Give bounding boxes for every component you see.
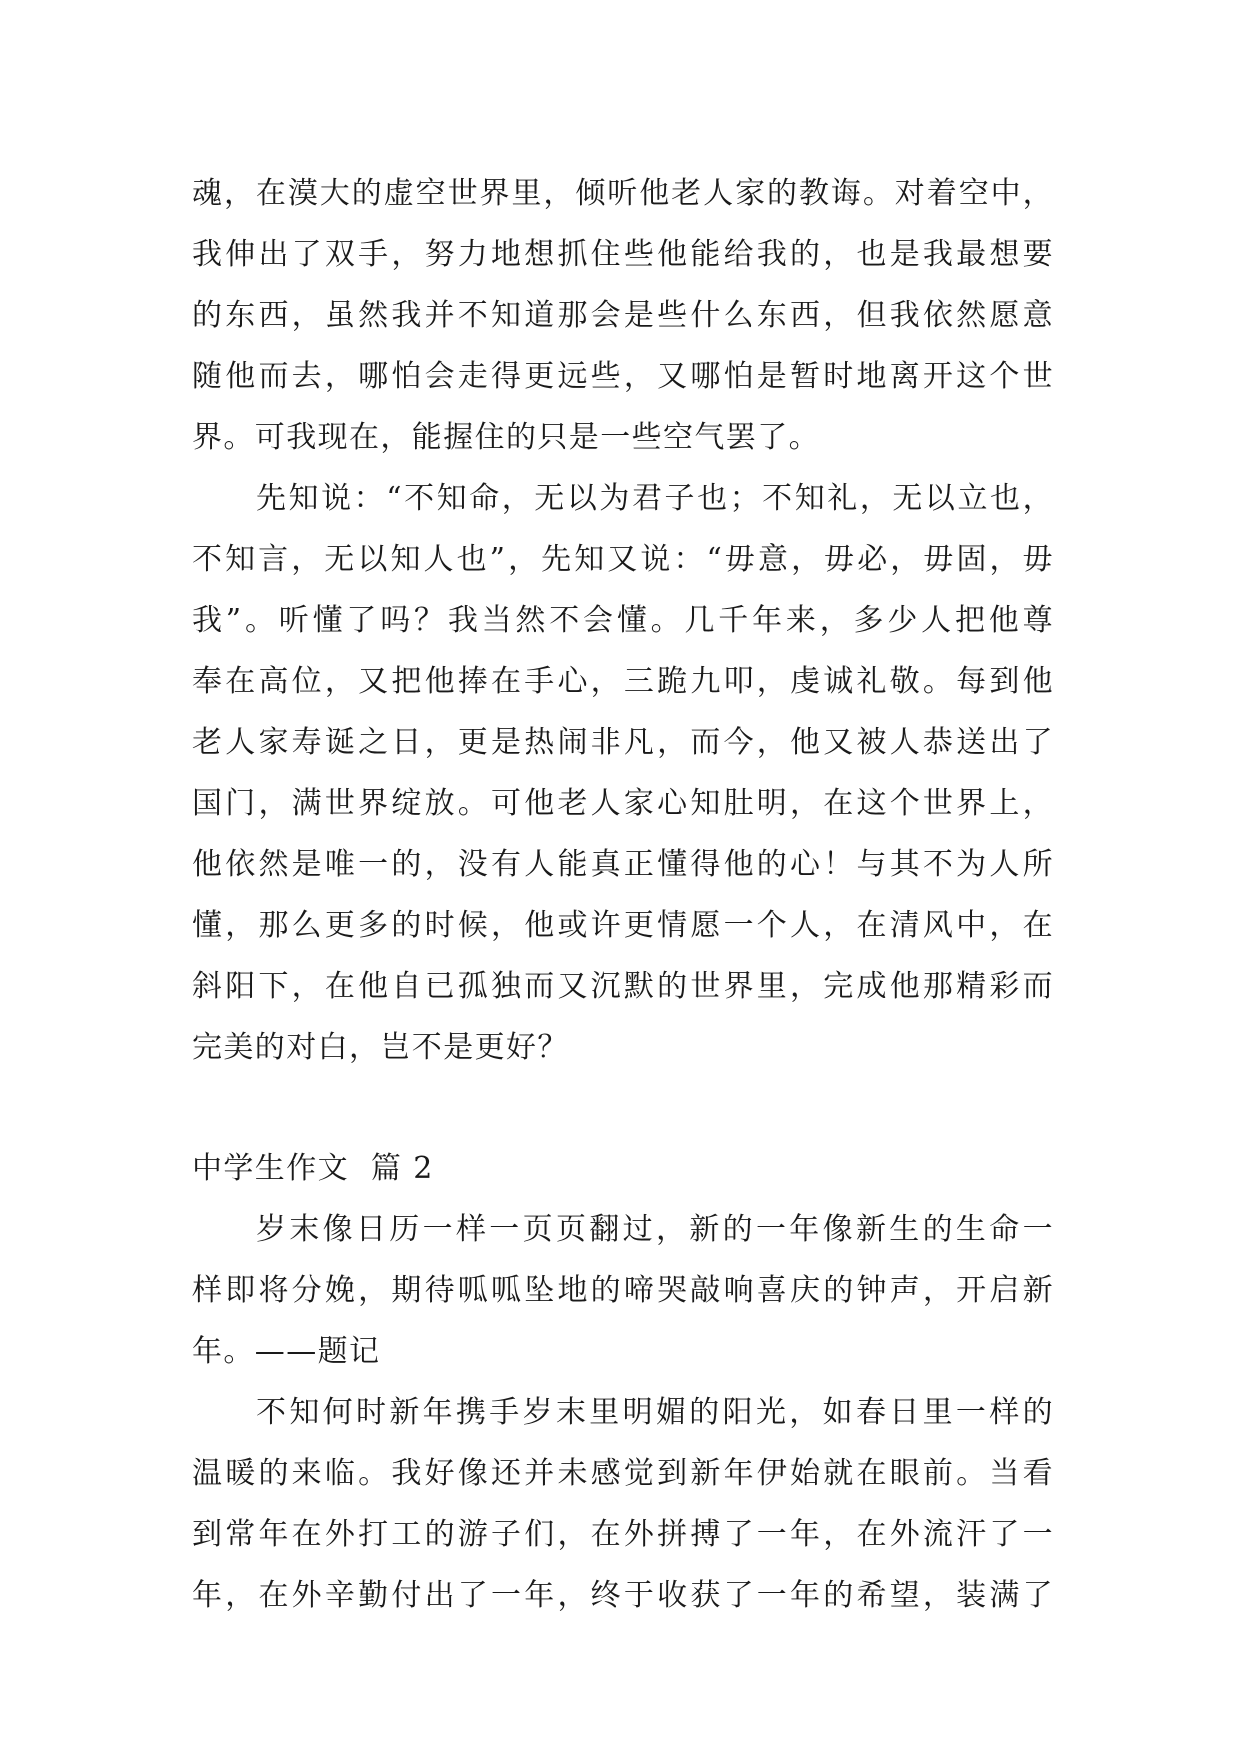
text-line: 不知何时新年携手岁末里明媚的阳光，如春日里一样的 — [256, 1395, 1054, 1430]
text-line: 我”。听懂了吗？我当然不会懂。几千年来，多少人把他尊 — [192, 603, 1054, 638]
heading-text: 中学生作文 篇 2 — [192, 1151, 434, 1186]
text-line: 年，在外辛勤付出了一年，终于收获了一年的希望，装满了 — [192, 1578, 1054, 1613]
text-line: 样即将分娩，期待呱呱坠地的啼哭敲响喜庆的钟声，开启新 — [192, 1273, 1054, 1308]
text-line: 老人家寿诞之日，更是热闹非凡，而今，他又被人恭送出了 — [192, 725, 1054, 760]
text-line: 岁末像日历一样一页页翻过，新的一年像新生的生命一 — [256, 1212, 1054, 1247]
text-line: 他依然是唯一的，没有人能真正懂得他的心！与其不为人所 — [192, 847, 1054, 882]
text-line: 先知说：“不知命，无以为君子也；不知礼，无以立也， — [256, 481, 1054, 516]
text-line: 到常年在外打工的游子们，在外拼搏了一年，在外流汗了一 — [192, 1517, 1054, 1552]
text-line: 懂，那么更多的时候，他或许更情愿一个人，在清风中，在 — [192, 908, 1054, 943]
text-line: 温暖的来临。我好像还并未感觉到新年伊始就在眼前。当看 — [192, 1456, 1054, 1491]
essay-heading — [192, 1138, 1054, 1199]
text-line: 奉在高位，又把他捧在手心，三跪九叩，虔诚礼敬。每到他 — [192, 664, 1054, 699]
document-body — [192, 163, 1054, 1626]
paragraph-new-year — [192, 1382, 1054, 1626]
text-line: 我伸出了双手，努力地想抓住些他能给我的，也是我最想要 — [192, 237, 1054, 272]
text-line: 随他而去，哪怕会走得更远些，又哪怕是暂时地离开这个世 — [192, 359, 1054, 394]
paragraph-epigraph — [192, 1199, 1054, 1382]
paragraph-soul — [192, 163, 1054, 468]
text-line: 年。——题记 — [192, 1334, 381, 1369]
text-line: 的东西，虽然我并不知道那会是些什么东西，但我依然愿意 — [192, 298, 1054, 333]
text-line: 不知言，无以知人也”，先知又说：“毋意，毋必，毋固，毋 — [192, 542, 1054, 577]
text-line: 斜阳下，在他自已孤独而又沉默的世界里，完成他那精彩而 — [192, 969, 1054, 1004]
text-line: 界。可我现在，能握住的只是一些空气罢了。 — [192, 420, 820, 455]
text-line: 完美的对白，岂不是更好？ — [192, 1030, 569, 1065]
text-line: 魂，在漠大的虚空世界里，倾听他老人家的教诲。对着空中， — [192, 176, 1054, 211]
text-line: 国门，满世界绽放。可他老人家心知肚明，在这个世界上， — [192, 786, 1054, 821]
paragraph-prophet — [192, 468, 1054, 1078]
